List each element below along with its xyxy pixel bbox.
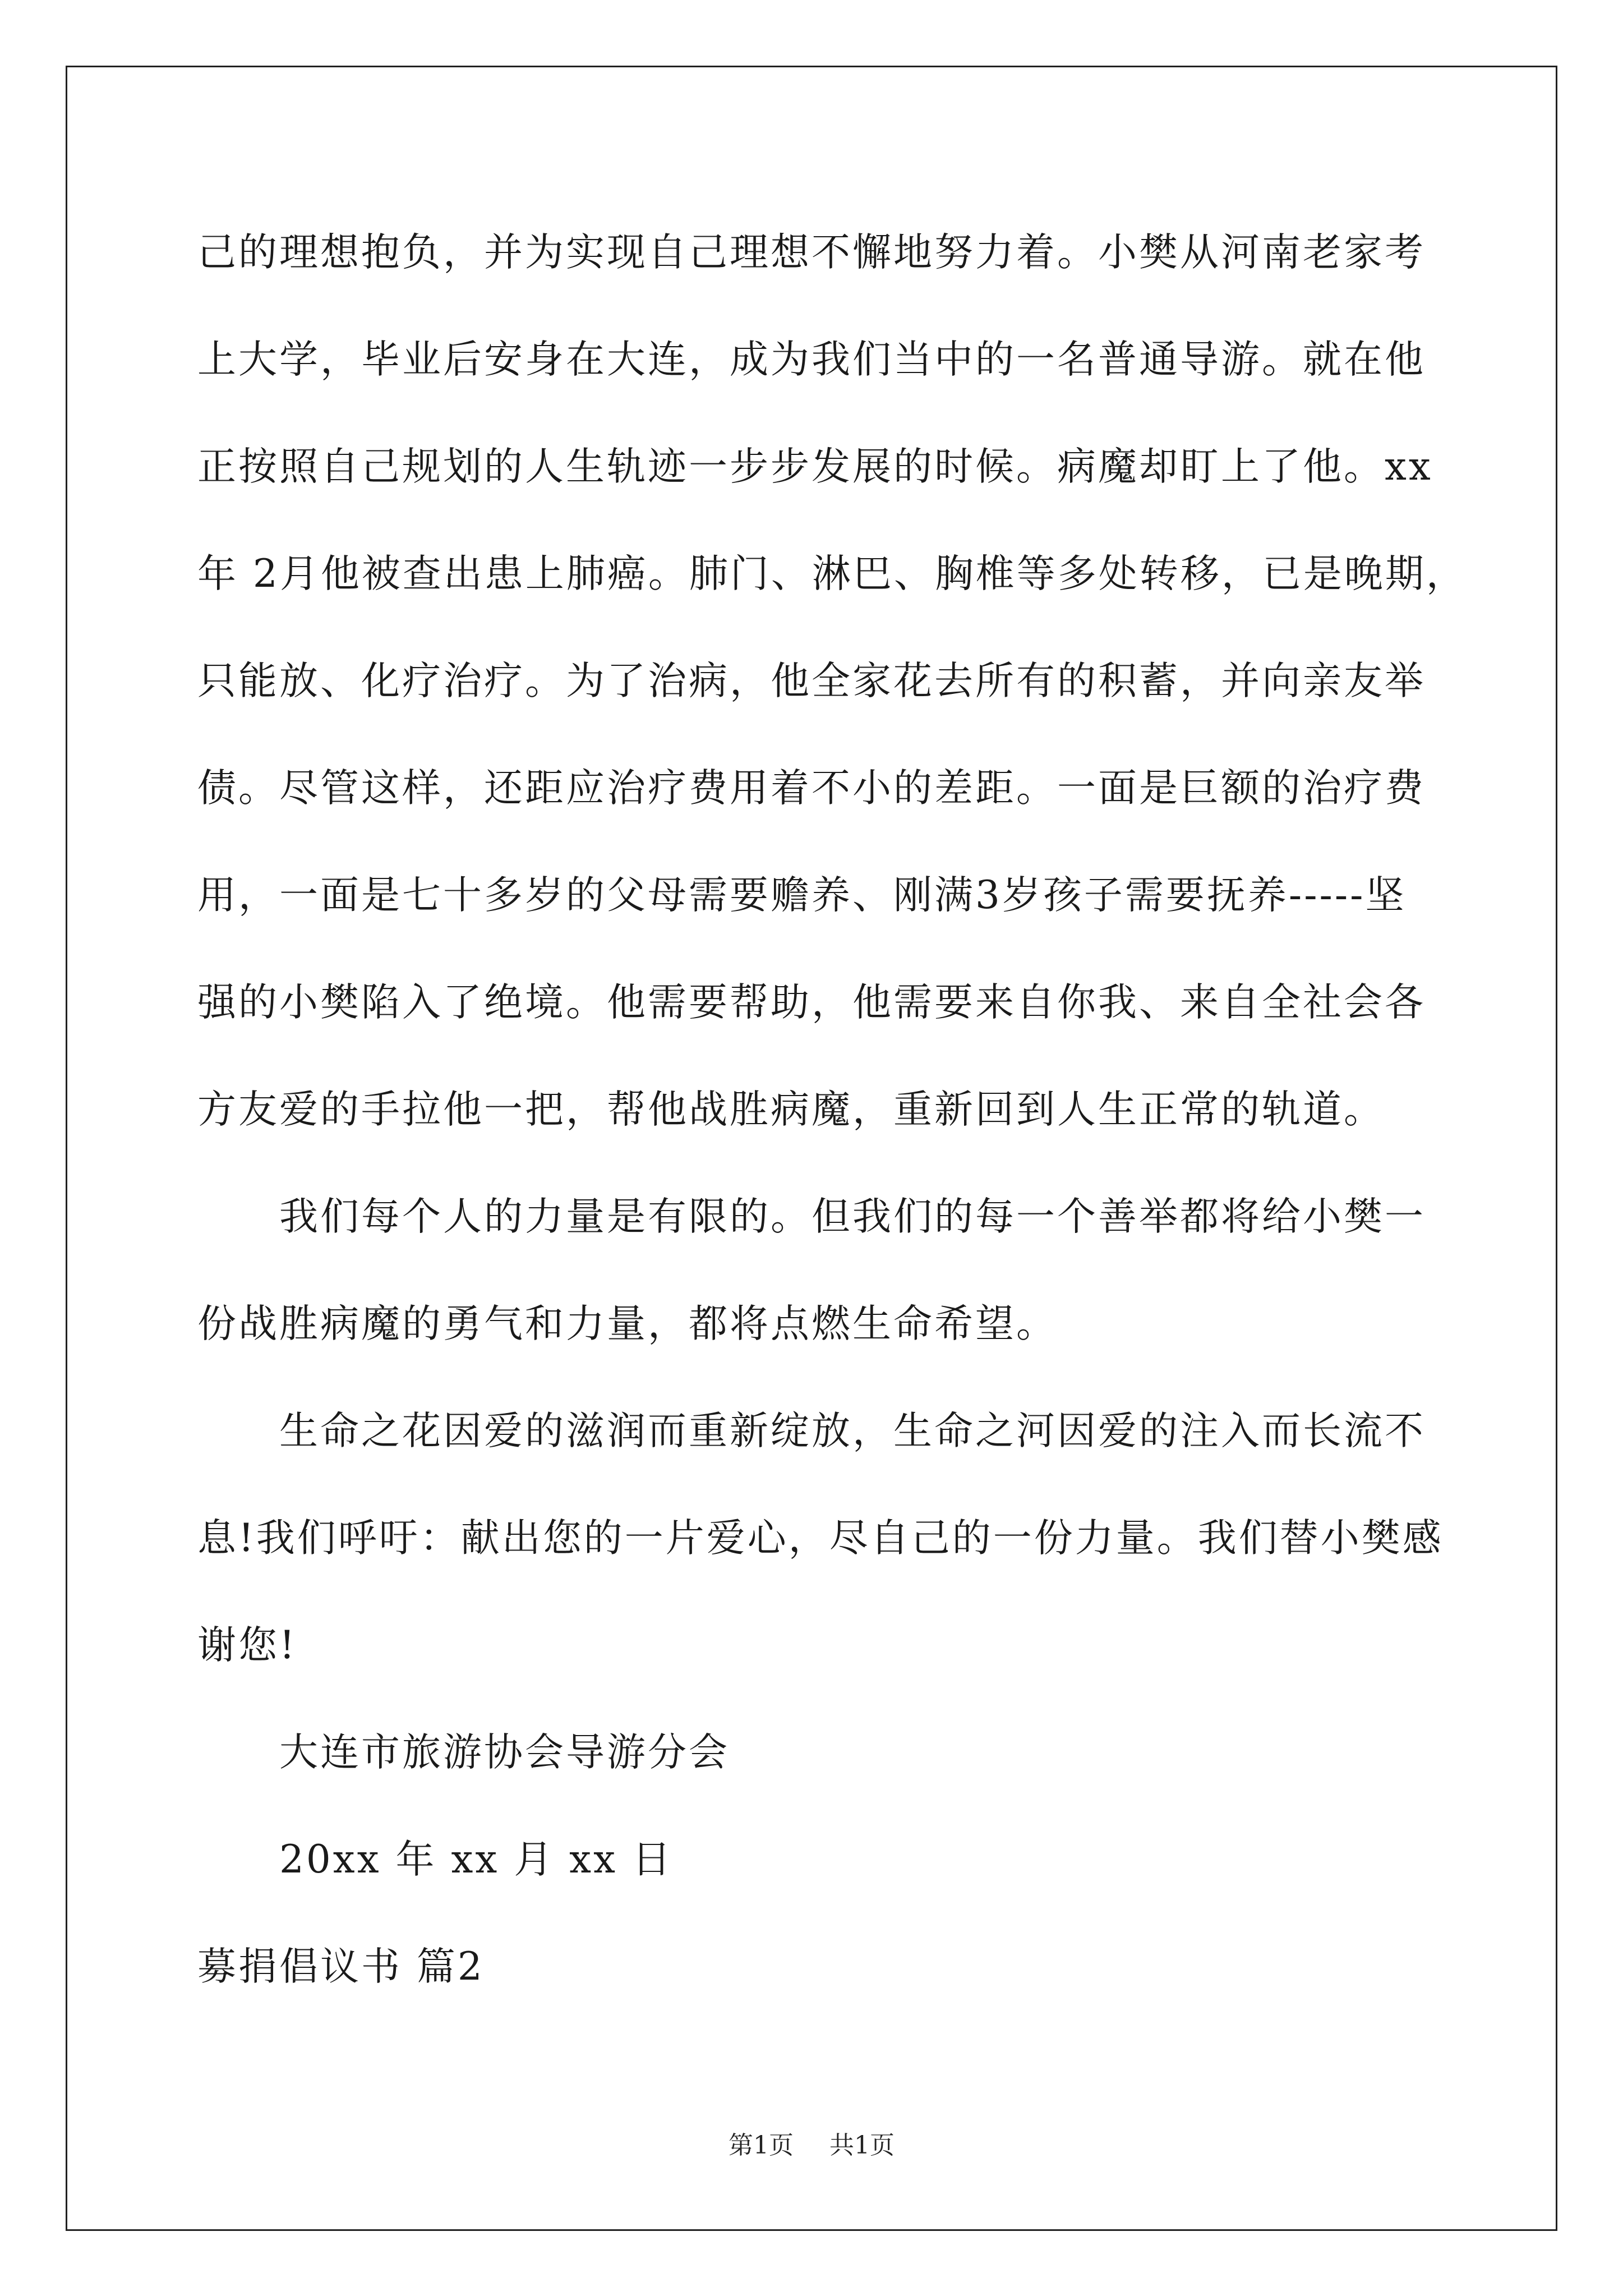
page-number: 第1页 xyxy=(728,2131,794,2160)
paragraph-line: 息!我们呼吁：献出您的一片爱心，尽自己的一份力量。我们替小樊感 xyxy=(197,1516,1444,1561)
paragraph-line: 年 2月他被查出患上肺癌。肺门、淋巴、胸椎等多处转移，已是晚期， xyxy=(197,551,1467,596)
section-heading: 募捐倡议书 篇2 xyxy=(197,1944,485,1989)
document-body xyxy=(197,199,1467,2021)
paragraph-line: 生命之花因爱的滋润而重新绽放，生命之河因爱的注入而长流不 xyxy=(279,1409,1426,1453)
paragraph-line: 只能放、化疗治疗。为了治病，他全家花去所有的积蓄，并向亲友举 xyxy=(197,659,1426,703)
paragraph-line: 己的理想抱负，并为实现自己理想不懈地努力着。小樊从河南老家考 xyxy=(197,230,1426,275)
signature-date: 20xx 年 xx 月 xx 日 xyxy=(279,1837,673,1882)
paragraph-line: 正按照自己规划的人生轨迹一步步发展的时候。病魔却盯上了他。xx xyxy=(197,444,1433,489)
paragraph-line: 债。尽管这样，还距应治疗费用着不小的差距。一面是巨额的治疗费 xyxy=(197,766,1426,811)
paragraph-line: 方友爱的手拉他一把，帮他战胜病魔，重新回到人生正常的轨道。 xyxy=(197,1087,1385,1132)
paragraph-line: 份战胜病魔的勇气和力量，都将点燃生命希望。 xyxy=(197,1301,1057,1346)
paragraph-line: 谢您! xyxy=(197,1623,297,1668)
paragraph-line: 我们每个人的力量是有限的。但我们的每一个善举都将给小樊一 xyxy=(279,1194,1426,1239)
signature-organization: 大连市旅游协会导游分会 xyxy=(279,1730,730,1775)
paragraph-line: 上大学，毕业后安身在大连，成为我们当中的一名普通导游。就在他 xyxy=(197,337,1426,382)
page-total: 共1页 xyxy=(829,2131,895,2160)
page-footer xyxy=(0,2129,1623,2162)
paragraph-line: 强的小樊陷入了绝境。他需要帮助，他需要来自你我、来自全社会各 xyxy=(197,980,1426,1025)
paragraph-line: 用，一面是七十多岁的父母需要赡养、刚满3岁孩子需要抚养-----坚 xyxy=(197,873,1407,918)
